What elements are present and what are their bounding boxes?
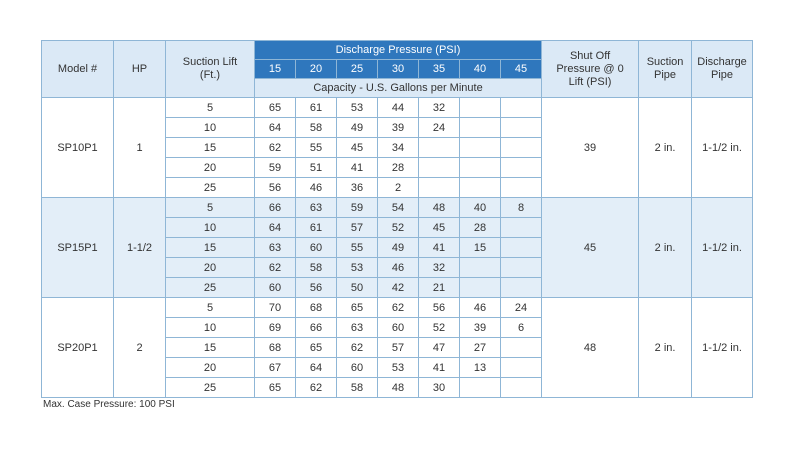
capacity-cell: 28: [378, 158, 419, 178]
pressure-40: 40: [460, 60, 501, 79]
shutoff-pressure-cell: 48: [542, 298, 639, 398]
capacity-cell: 32: [419, 98, 460, 118]
capacity-cell: 57: [337, 218, 378, 238]
suction-lift-cell: 25: [166, 178, 255, 198]
capacity-cell: 13: [460, 358, 501, 378]
pressure-25: 25: [337, 60, 378, 79]
capacity-cell: 47: [419, 338, 460, 358]
capacity-cell: [501, 138, 542, 158]
capacity-cell: 49: [337, 118, 378, 138]
capacity-cell: 53: [378, 358, 419, 378]
capacity-cell: 66: [255, 198, 296, 218]
pressure-20: 20: [296, 60, 337, 79]
capacity-cell: 63: [296, 198, 337, 218]
capacity-cell: 56: [255, 178, 296, 198]
capacity-cell: 42: [378, 278, 419, 298]
header-model: Model #: [42, 41, 114, 98]
capacity-cell: 65: [337, 298, 378, 318]
capacity-cell: 68: [296, 298, 337, 318]
capacity-cell: [501, 238, 542, 258]
capacity-cell: [460, 138, 501, 158]
capacity-cell: 69: [255, 318, 296, 338]
suction-lift-cell: 5: [166, 98, 255, 118]
capacity-cell: 65: [255, 378, 296, 398]
suction-lift-cell: 20: [166, 358, 255, 378]
capacity-cell: 62: [378, 298, 419, 318]
capacity-cell: 15: [460, 238, 501, 258]
capacity-cell: 61: [296, 218, 337, 238]
capacity-cell: 64: [296, 358, 337, 378]
capacity-cell: 61: [296, 98, 337, 118]
capacity-cell: 24: [501, 298, 542, 318]
capacity-cell: [501, 118, 542, 138]
capacity-cell: 62: [296, 378, 337, 398]
capacity-cell: [460, 258, 501, 278]
capacity-cell: 36: [337, 178, 378, 198]
capacity-cell: 2: [378, 178, 419, 198]
model-cell: SP15P1: [42, 198, 114, 298]
capacity-cell: [460, 278, 501, 298]
capacity-cell: 53: [337, 258, 378, 278]
header-shutoff-pressure: [542, 41, 639, 98]
capacity-cell: 41: [419, 358, 460, 378]
capacity-cell: 65: [296, 338, 337, 358]
discharge-pipe-cell: 1-1/2 in.: [692, 98, 753, 198]
capacity-cell: 64: [255, 218, 296, 238]
shutoff-pressure-cell: 45: [542, 198, 639, 298]
header-discharge-pipe-label: Discharge Pipe: [697, 56, 747, 81]
suction-lift-cell: 25: [166, 378, 255, 398]
capacity-cell: 45: [419, 218, 460, 238]
capacity-cell: 64: [255, 118, 296, 138]
capacity-cell: 52: [378, 218, 419, 238]
capacity-cell: [460, 98, 501, 118]
header-shutoff-pressure-label: Shut Off Pressure @ 0 Lift (PSI): [556, 49, 624, 88]
header-suction-lift: [166, 41, 255, 98]
capacity-cell: 39: [460, 318, 501, 338]
capacity-cell: 58: [296, 258, 337, 278]
suction-lift-cell: 20: [166, 158, 255, 178]
capacity-cell: [460, 118, 501, 138]
capacity-cell: 62: [337, 338, 378, 358]
footnote: Max. Case Pressure: 100 PSI: [43, 399, 175, 410]
capacity-cell: 24: [419, 118, 460, 138]
capacity-cell: 46: [296, 178, 337, 198]
pump-performance-table-container: [41, 40, 753, 398]
capacity-cell: 52: [419, 318, 460, 338]
capacity-cell: [419, 178, 460, 198]
capacity-cell: 62: [255, 258, 296, 278]
capacity-cell: [501, 98, 542, 118]
capacity-cell: 46: [378, 258, 419, 278]
capacity-cell: 63: [337, 318, 378, 338]
capacity-cell: 41: [337, 158, 378, 178]
capacity-cell: 34: [378, 138, 419, 158]
suction-lift-cell: 15: [166, 138, 255, 158]
suction-pipe-cell: 2 in.: [639, 298, 692, 398]
table-body: [42, 98, 753, 398]
capacity-cell: 30: [419, 378, 460, 398]
capacity-cell: [460, 178, 501, 198]
capacity-cell: 59: [255, 158, 296, 178]
suction-lift-cell: 10: [166, 318, 255, 338]
capacity-cell: 32: [419, 258, 460, 278]
capacity-cell: 63: [255, 238, 296, 258]
pressure-35: 35: [419, 60, 460, 79]
capacity-cell: 62: [255, 138, 296, 158]
pressure-15: 15: [255, 60, 296, 79]
capacity-cell: 54: [378, 198, 419, 218]
capacity-cell: 58: [296, 118, 337, 138]
capacity-cell: [501, 378, 542, 398]
capacity-cell: 60: [296, 238, 337, 258]
capacity-cell: [419, 138, 460, 158]
capacity-cell: 58: [337, 378, 378, 398]
capacity-cell: 68: [255, 338, 296, 358]
header-suction-pipe: [639, 41, 692, 98]
capacity-cell: 56: [419, 298, 460, 318]
discharge-pipe-cell: 1-1/2 in.: [692, 298, 753, 398]
suction-lift-cell: 15: [166, 238, 255, 258]
hp-cell: 1-1/2: [114, 198, 166, 298]
capacity-cell: 51: [296, 158, 337, 178]
capacity-cell: 55: [337, 238, 378, 258]
capacity-cell: 56: [296, 278, 337, 298]
model-cell: SP10P1: [42, 98, 114, 198]
header-discharge-pipe: [692, 41, 753, 98]
pump-performance-table: [41, 40, 753, 398]
capacity-cell: 57: [378, 338, 419, 358]
capacity-cell: [501, 158, 542, 178]
capacity-cell: 55: [296, 138, 337, 158]
capacity-cell: 28: [460, 218, 501, 238]
capacity-cell: [501, 218, 542, 238]
hp-cell: 2: [114, 298, 166, 398]
capacity-cell: [419, 158, 460, 178]
capacity-cell: 46: [460, 298, 501, 318]
capacity-cell: 44: [378, 98, 419, 118]
capacity-cell: 65: [255, 98, 296, 118]
suction-pipe-cell: 2 in.: [639, 198, 692, 298]
pressure-45: 45: [501, 60, 542, 79]
capacity-cell: 49: [378, 238, 419, 258]
capacity-cell: [501, 278, 542, 298]
capacity-cell: 60: [378, 318, 419, 338]
capacity-cell: 40: [460, 198, 501, 218]
discharge-pipe-cell: 1-1/2 in.: [692, 198, 753, 298]
suction-lift-cell: 25: [166, 278, 255, 298]
suction-lift-cell: 10: [166, 218, 255, 238]
capacity-cell: [501, 358, 542, 378]
header-suction-pipe-label: Suction Pipe: [646, 56, 684, 81]
model-cell: SP20P1: [42, 298, 114, 398]
header-discharge-pressure: Discharge Pressure (PSI): [255, 41, 542, 60]
table-row: [42, 98, 753, 118]
table-row: [42, 198, 753, 218]
capacity-cell: 67: [255, 358, 296, 378]
capacity-cell: 66: [296, 318, 337, 338]
suction-lift-cell: 10: [166, 118, 255, 138]
shutoff-pressure-cell: 39: [542, 98, 639, 198]
capacity-cell: 8: [501, 198, 542, 218]
suction-pipe-cell: 2 in.: [639, 98, 692, 198]
capacity-cell: 21: [419, 278, 460, 298]
suction-lift-cell: 15: [166, 338, 255, 358]
capacity-cell: 60: [337, 358, 378, 378]
capacity-cell: 48: [378, 378, 419, 398]
suction-lift-cell: 20: [166, 258, 255, 278]
capacity-cell: 41: [419, 238, 460, 258]
capacity-cell: [501, 178, 542, 198]
capacity-cell: 59: [337, 198, 378, 218]
capacity-cell: [460, 378, 501, 398]
capacity-cell: 45: [337, 138, 378, 158]
pressure-30: 30: [378, 60, 419, 79]
capacity-cell: [501, 338, 542, 358]
suction-lift-cell: 5: [166, 198, 255, 218]
capacity-cell: 39: [378, 118, 419, 138]
capacity-cell: [501, 258, 542, 278]
capacity-cell: 53: [337, 98, 378, 118]
table-row: [42, 298, 753, 318]
suction-lift-cell: 5: [166, 298, 255, 318]
header-suction-lift-label: Suction Lift (Ft.): [182, 56, 238, 81]
capacity-cell: 60: [255, 278, 296, 298]
capacity-cell: 48: [419, 198, 460, 218]
capacity-cell: [460, 158, 501, 178]
capacity-cell: 27: [460, 338, 501, 358]
hp-cell: 1: [114, 98, 166, 198]
capacity-cell: 6: [501, 318, 542, 338]
capacity-cell: 70: [255, 298, 296, 318]
capacity-cell: 50: [337, 278, 378, 298]
header-hp: HP: [114, 41, 166, 98]
header-capacity: Capacity - U.S. Gallons per Minute: [255, 79, 542, 98]
